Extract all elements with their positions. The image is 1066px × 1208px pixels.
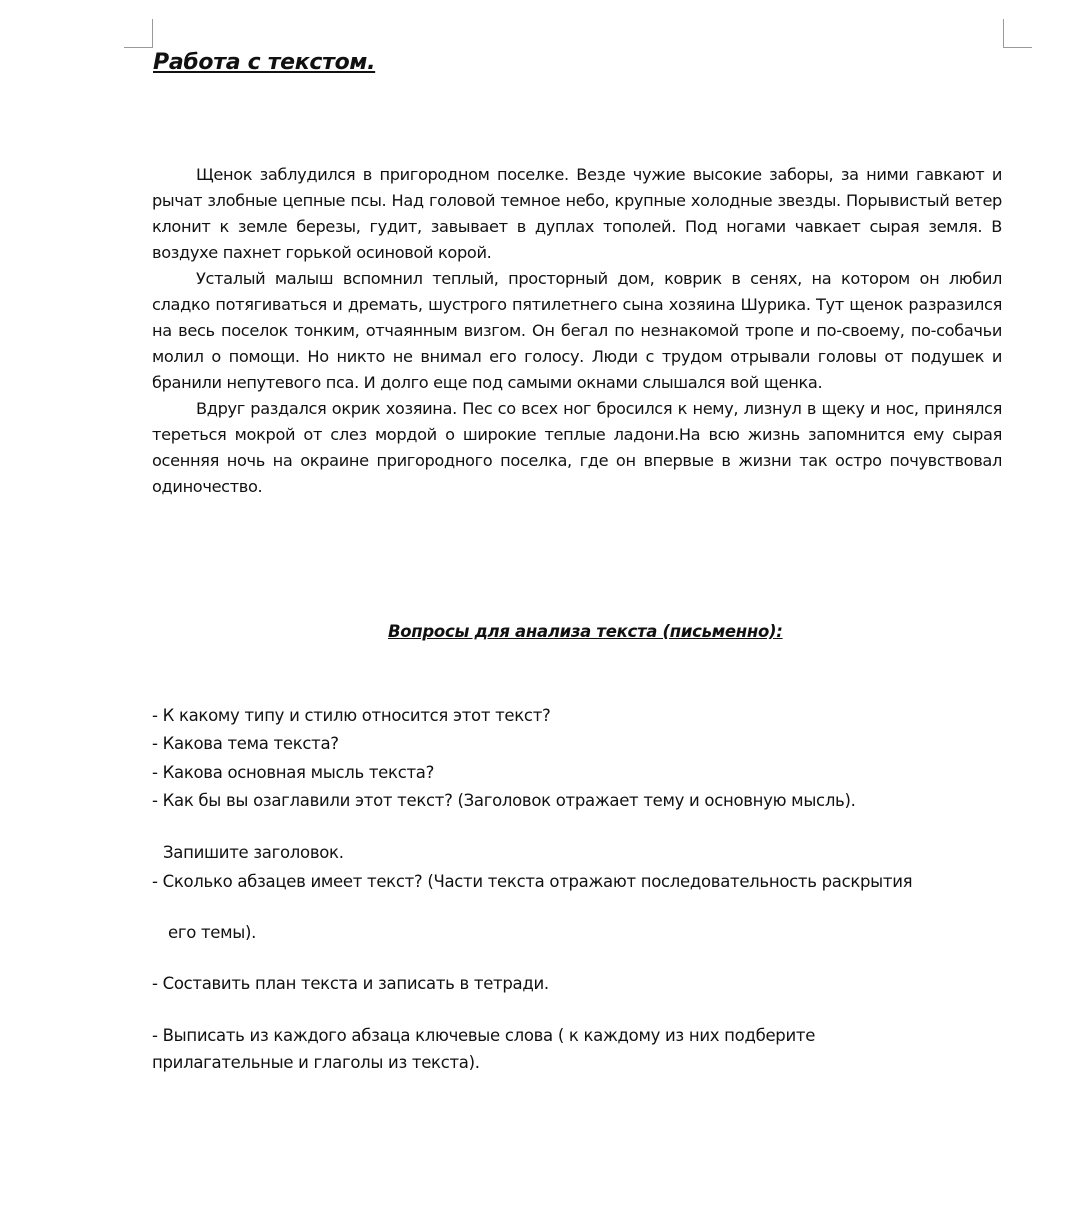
question-plan: - Составить план текста и записать в тетради. [152,974,549,993]
questions-heading: Вопросы для анализа текста (письменно): [388,622,783,641]
question-main-idea: - Какова основная мысль текста? [152,763,435,782]
question-type-style: - К какому типу и стилю относится этот текст? [152,706,551,725]
question-theme: - Какова тема текста? [152,734,339,753]
story-text [152,162,1002,500]
story-paragraph-2: Усталый малыш вспомнил теплый, просторный дом, коврик в сенях, на котором он любил сладко потягиваться и дремать, шустрого пятилетнего сына хозяина Шурика. Тут щенок разразился на весь поселок тонким, отчаянным визгом. Он бегал по незнакомой тропе и по-своему, по-собачьи молил о помощи. Но никто не внимал его голосу. Люди с трудом отрывали головы от подушек и бранили непутевого пса. И долго еще под самыми окнами слышался вой щенка. [152,269,1002,392]
page-corner-mark-right [1003,19,1032,48]
story-paragraph-1: Щенок заблудился в пригородном поселке. Везде чужие высокие заборы, за ними гавкают и рычат злобные цепные псы. Над головой темное небо, крупные холодные звезды. Порывистый ветер клонит к земле березы, гудит, завывает в дуплах тополей. Под ногами чавкает сырая земля. В воздухе пахнет горькой осиновой корой. [152,165,1002,262]
page-title: Работа с текстом. [153,50,376,75]
page-corner-mark-left [124,19,153,48]
question-paragraph-count: - Сколько абзацев имеет текст? (Части текста отражают последовательность раскрытия [152,872,913,891]
question-title-choice: - Как бы вы озаглавили этот текст? (Заголовок отражает тему и основную мысль). [152,791,856,810]
question-keywords-continuation: прилагательные и глаголы из текста). [152,1053,480,1072]
question-keywords: - Выписать из каждого абзаца ключевые слова ( к каждому из них подберите [152,1026,816,1045]
question-paragraph-count-continuation: его темы). [168,923,257,942]
question-write-title: Запишите заголовок. [163,843,344,862]
story-paragraph-3: Вдруг раздался окрик хозяина. Пес со всех ног бросился к нему, лизнул в щеку и нос, принялся тереться мокрой от слез мордой о широкие теплые ладони.На всю жизнь запомнится ему сырая осенняя ночь на окраине пригородного поселка, где он впервые в жизни так остро почувствовал одиночество. [152,399,1002,496]
